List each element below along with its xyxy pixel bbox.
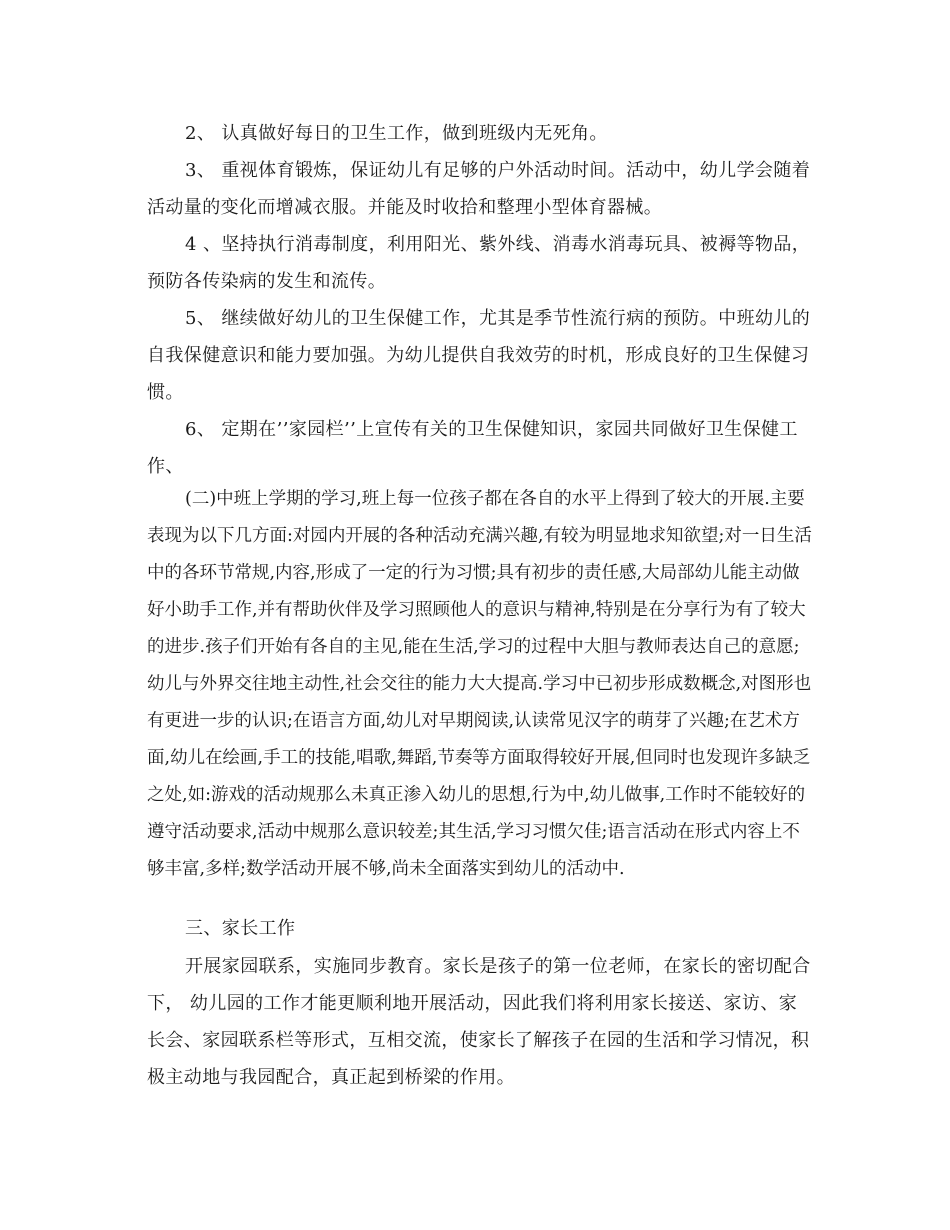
paragraph-parent-work: 开展家园联系，实施同步教育。家长是孩子的第一位老师，在家长的密切配合下， 幼儿园的工作才能更顺利地开展活动，因此我们将利用家长接送、家访、家长会、家园联系栏等形式，互相交流，使家长了解孩子在园的生活和学习情况，积极主动地与我园配合，真正起到桥梁的作用。	[147, 956, 811, 1088]
paragraph-item-3: 3、 重视体育锻炼，保证幼儿有足够的户外活动时间。活动中，幼儿学会随着活动量的变化而增减衣服。并能及时收拾和整理小型体育器械。	[147, 160, 811, 218]
paragraph-item-2: 2、 认真做好每日的卫生工作，做到班级内无死角。	[185, 123, 608, 144]
paragraph-item-4: 4 、坚持执行消毒制度，利用阳光、紫外线、消毒水消毒玩具、被褥等物品，预防各传染病的发生和流传。	[147, 234, 811, 292]
paragraph-item-5: 5、 继续做好幼儿的卫生保健工作，尤其是季节性流行病的预防。中班幼儿的自我保健意识和能力要加强。为幼儿提供自我效劳的时机，形成良好的卫生保健习惯。	[147, 308, 811, 403]
section-heading-parent-work: 三、家长工作	[185, 918, 296, 939]
paragraph-item-6: 6、 定期在’’家园栏’’上宣传有关的卫生保健知识，家园共同做好卫生保健工作、	[147, 419, 798, 477]
paragraph-study-summary: (二)中班上学期的学习,班上每一位孩子都在各自的水平上得到了较大的开展.主要表现为以下几方面:对园内开展的各种活动充满兴趣,有较为明显地求知欲望;对一日生活中的各环节常规,内容,形成了一定的行为习惯;具有初步的责任感,大局部幼儿能主动做好小助手工作,并有帮助伙伴及学习照顾他人的意识与精神,特别是在分享行为有了较大的进步.孩子们开始有各自的主见,能在生活,学习的过程中大胆与教师表达自己的意愿;幼儿与外界交往地主动性,社会交往的能力大大提高.学习中已初步形成数概念,对图形也有更进一步的认识;在语言方面,幼儿对早期阅读,认读常见汉字的萌芽了兴趣;在艺术方面,幼儿在绘画,手工的技能,唱歌,舞蹈,节奏等方面取得较好开展,但同时也发现许多缺乏之处,如:游戏的活动规那么未真正渗入幼儿的思想,行为中,幼儿做事,工作时不能较好的遵守活动要求,活动中规那么意识较差;其生活,学习习惯欠佳;语言活动在形式内容上不够丰富,多样;数学活动开展不够,尚未全面落实到幼儿的活动中.	[147, 489, 812, 879]
